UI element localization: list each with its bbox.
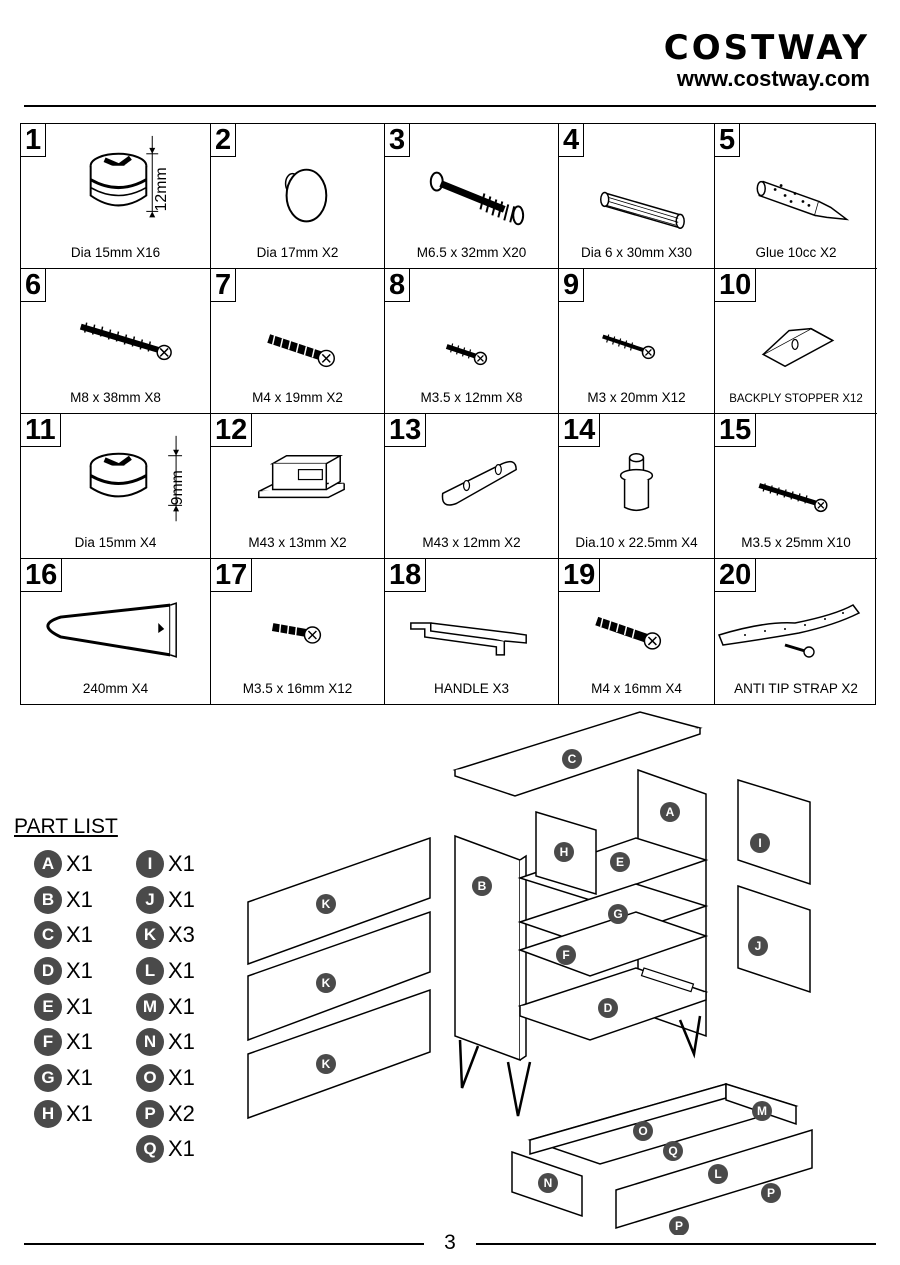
item-number: 12	[211, 414, 252, 447]
part-letter-badge: P	[136, 1100, 164, 1128]
diagram-label-f: F	[562, 948, 570, 962]
diagram-label-n: N	[543, 1176, 553, 1190]
part-quantity: X1	[66, 1100, 93, 1126]
item-number: 15	[715, 414, 756, 447]
part-letter-badge: O	[136, 1064, 164, 1092]
part-letter-badge: G	[34, 1064, 62, 1092]
part-letter-badge: H	[34, 1100, 62, 1128]
hardware-item-4	[559, 124, 715, 269]
part-letter-badge: F	[34, 1028, 62, 1056]
diagram-label-l: L	[714, 1167, 722, 1181]
hardware-item-18	[385, 559, 559, 704]
part-letter-badge: D	[34, 957, 62, 985]
diagram-label-h: H	[559, 845, 569, 859]
diagram-label-m: M	[757, 1104, 767, 1118]
item-label: M8 x 38mm X8	[70, 390, 161, 405]
part-letter-badge: I	[136, 850, 164, 878]
part-quantity: X1	[66, 1064, 93, 1090]
hardware-item-2	[211, 124, 385, 269]
part-quantity: X1	[66, 922, 93, 948]
hardware-grid	[20, 123, 876, 705]
part-list-title: PART LIST	[14, 815, 118, 838]
item-label: HANDLE X3	[433, 681, 510, 696]
item-number: 9	[559, 269, 584, 302]
part-quantity: X1	[168, 957, 195, 983]
hardware-item-14	[559, 414, 715, 559]
item-label: 240mm X4	[82, 681, 149, 696]
part-quantity: X1	[66, 957, 93, 983]
diagram-label-k-2: K	[321, 976, 331, 990]
hardware-item-1	[21, 124, 211, 269]
item-number: 11	[21, 414, 61, 447]
item-number: 17	[211, 559, 252, 592]
panel-j	[738, 886, 810, 992]
part-quantity: X1	[168, 993, 195, 1019]
item-number: 8	[385, 269, 410, 302]
diagram-label-a: A	[665, 805, 675, 819]
dimension-label: 9mm	[169, 470, 187, 506]
hardware-item-9	[559, 269, 715, 414]
part-quantity: X1	[168, 1064, 195, 1090]
part-quantity: X1	[168, 1029, 195, 1055]
part-letter-badge: L	[136, 957, 164, 985]
diagram-label-j: J	[754, 939, 762, 953]
diagram-label-d: D	[603, 1001, 613, 1015]
part-quantity: X1	[168, 886, 195, 912]
item-number: 1	[21, 124, 46, 157]
part-letter-badge: K	[136, 921, 164, 949]
part-quantity: X3	[168, 922, 195, 948]
hardware-item-19	[559, 559, 715, 704]
part-quantity: X1	[168, 850, 195, 876]
diagram-label-o: O	[638, 1124, 648, 1138]
hardware-item-15	[715, 414, 877, 559]
part-letter-badge: J	[136, 886, 164, 914]
item-number: 6	[21, 269, 46, 302]
item-label: M4 x 19mm X2	[252, 390, 343, 405]
part-letter-badge: C	[34, 921, 62, 949]
diagram-label-p-1: P	[766, 1186, 776, 1200]
item-number: 19	[559, 559, 600, 592]
item-label: Dia 15mm X4	[74, 535, 157, 550]
item-label: Dia 17mm X2	[256, 245, 339, 260]
hardware-item-17	[211, 559, 385, 704]
item-label: M43 x 13mm X2	[248, 535, 347, 550]
diagram-label-k-3: K	[321, 1057, 331, 1071]
item-number: 20	[715, 559, 756, 592]
item-label: Dia 15mm X16	[70, 245, 161, 260]
hardware-item-3	[385, 124, 559, 269]
part-quantity: X1	[66, 993, 93, 1019]
item-label: M3.5 x 16mm X12	[242, 681, 353, 696]
brand-header	[664, 30, 870, 92]
item-number: 16	[21, 559, 62, 592]
item-label: Dia 6 x 30mm X30	[580, 245, 693, 260]
item-number: 13	[385, 414, 426, 447]
item-label: BACKPLY STOPPER X12	[729, 393, 863, 405]
item-label: Glue 10cc X2	[755, 245, 837, 260]
part-quantity: X1	[66, 850, 93, 876]
hardware-item-13	[385, 414, 559, 559]
part-letter-badge: A	[34, 850, 62, 878]
part-quantity: X1	[66, 886, 93, 912]
item-number: 2	[211, 124, 236, 157]
brand-url: www.costway.com	[676, 66, 870, 91]
item-label: M3 x 20mm X12	[587, 390, 686, 405]
item-label: M3.5 x 25mm X10	[741, 535, 851, 550]
hardware-item-16	[21, 559, 211, 704]
diagram-label-b: B	[477, 879, 487, 893]
header-rule	[24, 105, 876, 107]
part-quantity: X1	[168, 1136, 195, 1162]
part-quantity: X1	[66, 1029, 93, 1055]
item-number: 4	[559, 124, 584, 157]
item-number: 5	[715, 124, 740, 157]
item-number: 3	[385, 124, 410, 157]
diagram-label-q: Q	[668, 1144, 678, 1158]
item-number: 7	[211, 269, 236, 302]
page-footer	[24, 1232, 876, 1254]
item-label: M43 x 12mm X2	[422, 535, 521, 550]
hardware-item-5	[715, 124, 877, 269]
brand-logo: COSTWAY	[663, 28, 870, 68]
part-letter-badge: Q	[136, 1135, 164, 1163]
hardware-item-7	[211, 269, 385, 414]
item-label: M6.5 x 32mm X20	[416, 245, 527, 260]
hardware-item-6	[21, 269, 211, 414]
part-quantity: X2	[168, 1100, 195, 1126]
item-label: M4 x 16mm X4	[591, 681, 682, 696]
part-letter-badge: E	[34, 993, 62, 1021]
dimension-label: 12mm	[153, 167, 171, 212]
item-label: ANTI TIP STRAP X2	[734, 681, 858, 696]
item-number: 14	[559, 414, 600, 447]
diagram-label-i: I	[758, 836, 762, 850]
item-number: 10	[715, 269, 756, 302]
part-letter-badge: N	[136, 1028, 164, 1056]
page-number: 3	[24, 1232, 876, 1254]
diagram-label-e: E	[615, 855, 625, 869]
hardware-item-20	[715, 559, 877, 704]
item-label: M3.5 x 12mm X8	[420, 390, 523, 405]
hardware-item-12	[211, 414, 385, 559]
hardware-item-10	[715, 269, 877, 414]
item-number: 18	[385, 559, 426, 592]
diagram-label-p-2: P	[674, 1219, 684, 1233]
panel-b	[455, 836, 520, 1060]
hardware-item-11	[21, 414, 211, 559]
diagram-label-c: C	[567, 752, 577, 766]
panel-i	[738, 780, 810, 884]
exploded-assembly-diagram	[0, 705, 900, 1235]
diagram-label-g: G	[613, 907, 623, 921]
part-letter-badge: B	[34, 886, 62, 914]
hardware-item-8	[385, 269, 559, 414]
item-label: Dia.10 x 22.5mm X4	[575, 535, 698, 550]
diagram-label-k-1: K	[321, 897, 331, 911]
part-letter-badge: M	[136, 993, 164, 1021]
